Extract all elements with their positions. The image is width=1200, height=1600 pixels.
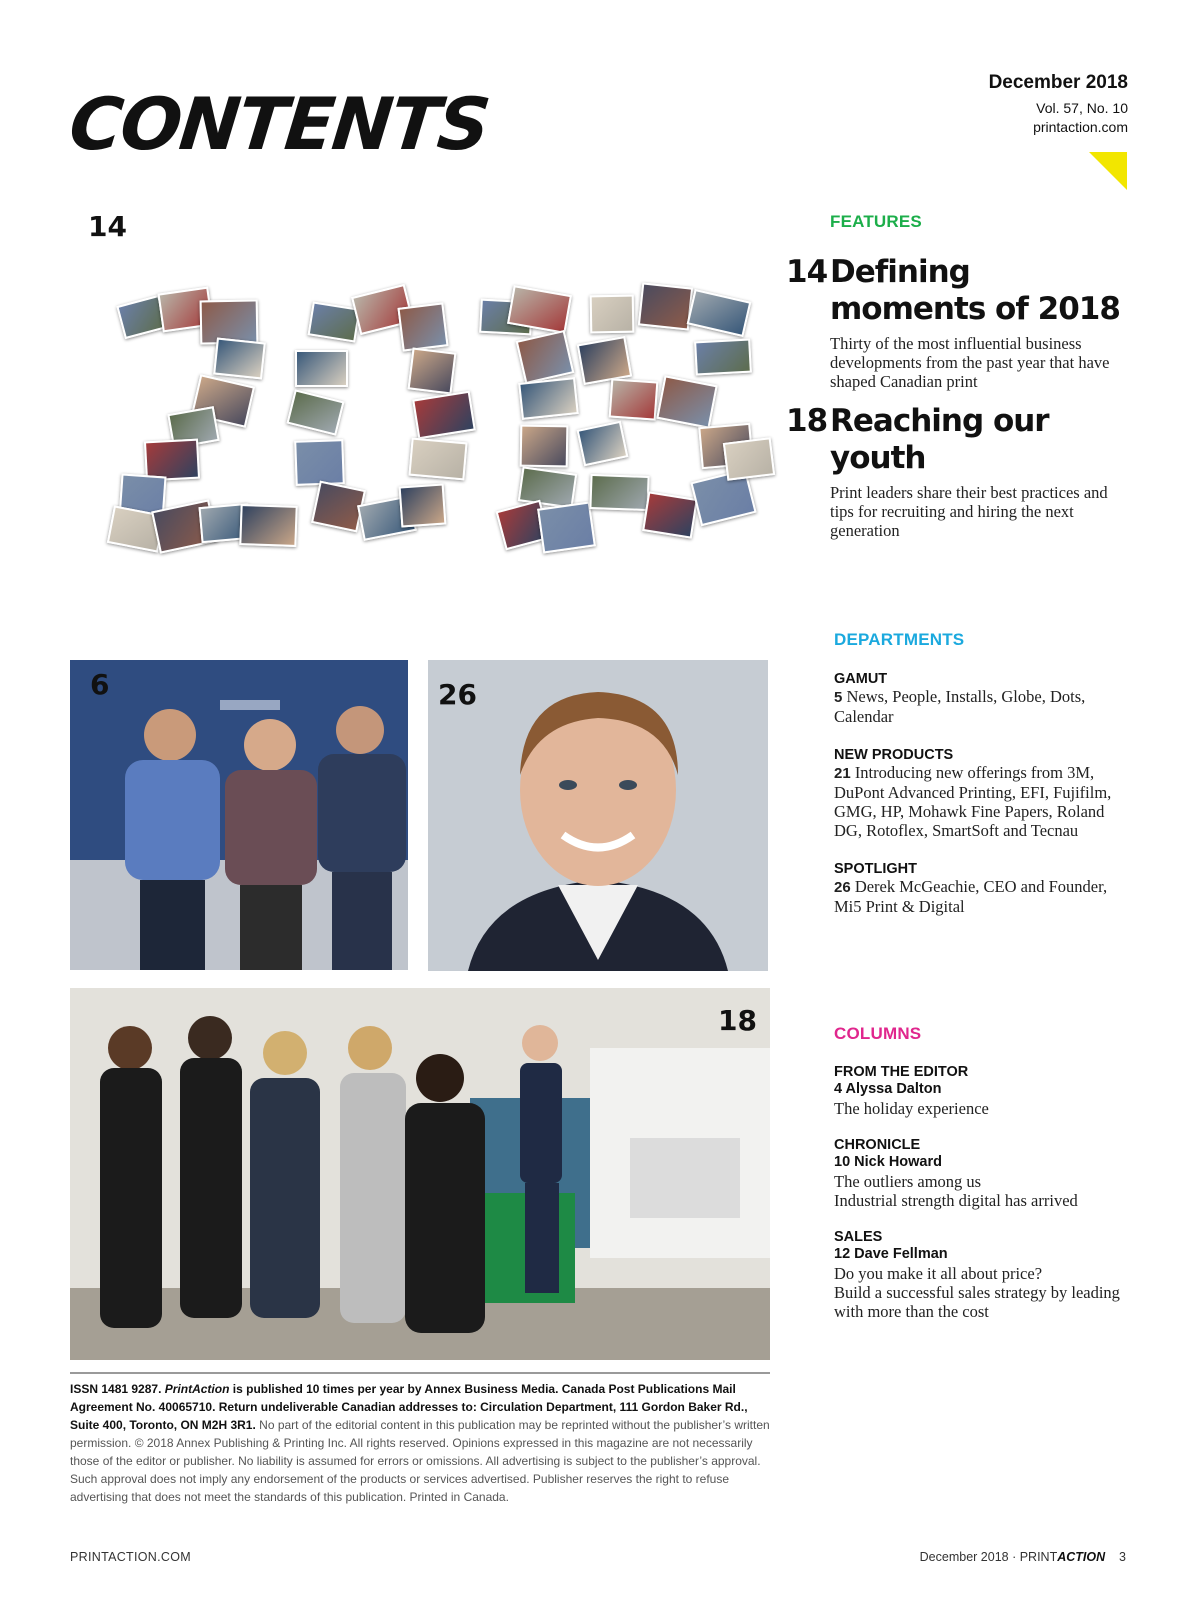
collage-photo: [609, 378, 659, 420]
collage-photo: [397, 302, 448, 351]
feature-title[interactable]: Reaching our youth: [830, 403, 1049, 476]
column-byline: 4 Alyssa Dalton: [834, 1081, 942, 1097]
collage-photo-fill: [725, 439, 773, 478]
collage-photo-fill: [415, 393, 474, 437]
publication-legal-notice: [70, 1380, 770, 1506]
feature-item[interactable]: [786, 403, 1131, 540]
column-item[interactable]: [834, 1137, 1131, 1210]
column-byline: 10 Nick Howard: [834, 1154, 942, 1170]
collage-photo: [520, 425, 569, 468]
collage-photo: [287, 389, 345, 435]
website-link[interactable]: printaction.com: [1033, 119, 1128, 135]
collage-photo: [518, 377, 579, 420]
column-label: FROM THE EDITOR: [834, 1064, 969, 1080]
collage-photo: [590, 295, 635, 334]
photo-three-men-press[interactable]: [70, 660, 408, 970]
collage-photo: [408, 438, 467, 481]
photo-students-print-shop[interactable]: [70, 988, 770, 1360]
columns-section: [834, 1024, 1131, 1321]
issn-number: ISSN 1481 9287.: [70, 1382, 162, 1396]
photo-bottom-page-number: 18: [718, 1004, 757, 1037]
department-description: News, People, Installs, Globe, Dots, Calendar: [834, 687, 1086, 726]
department-text: [834, 877, 1131, 916]
collage-photo-fill: [202, 302, 257, 343]
collage-photo: [537, 502, 596, 554]
footer-brand-bold: ACTION: [1057, 1550, 1106, 1564]
collage-photo: [687, 289, 752, 337]
collage-photo: [399, 483, 447, 527]
collage-photo-fill: [640, 285, 691, 329]
publication-name: PrintAction: [164, 1382, 230, 1396]
collage-photo: [516, 330, 575, 384]
collage-photo-fill: [410, 350, 454, 393]
photo-three-men-illustration: [70, 660, 408, 970]
column-line: Build a successful sales strategy by leading with more than the cost: [834, 1283, 1120, 1321]
feature-page-number: 18: [786, 403, 828, 439]
collage-photo-fill: [659, 378, 716, 427]
collage-photo: [656, 375, 717, 428]
collage-photo-fill: [520, 469, 575, 507]
department-label: NEW PRODUCTS: [834, 747, 954, 763]
collage-photo-fill: [522, 427, 567, 466]
collage-photo-fill: [401, 486, 444, 526]
issue-date: December 2018: [988, 72, 1128, 93]
department-page-number: 5: [834, 689, 843, 706]
collage-photo-fill: [592, 297, 633, 332]
collage-photo: [589, 474, 649, 511]
department-text: [834, 763, 1131, 840]
photo-left-page-number: 6: [90, 668, 110, 701]
column-item[interactable]: [834, 1064, 1131, 1118]
collage-photo-fill: [400, 305, 447, 350]
collage-photo: [295, 350, 348, 387]
feature-item[interactable]: [786, 254, 1131, 391]
footer-website[interactable]: PRINTACTION.COM: [70, 1550, 191, 1564]
feature-description: Print leaders share their best practices and tips for recruiting and hiring the next generation: [830, 483, 1108, 540]
department-description: Derek McGeachie, CEO and Founder, Mi5 Print & Digital: [834, 877, 1108, 916]
collage-photo-fill: [579, 338, 630, 382]
column-line: The holiday experience: [834, 1099, 989, 1118]
department-label: SPOTLIGHT: [834, 861, 917, 877]
collage-photo: [723, 437, 775, 481]
collage-photo: [577, 421, 629, 467]
column-label: CHRONICLE: [834, 1137, 921, 1153]
footer-page-number: 3: [1119, 1550, 1126, 1564]
photo-right-page-number: 26: [438, 678, 477, 711]
yellow-corner-triangle: [1089, 152, 1127, 190]
department-label: GAMUT: [834, 671, 888, 687]
departments-section: [834, 630, 1131, 916]
collage-photo: [308, 301, 361, 342]
collage-photo: [694, 339, 752, 376]
legal-regular-text: No part of the editorial content in this publication may be reprinted without the publisher’s written permission. © 2018 Annex Publishing & Printing Inc. All rights reserved. Opinions expressed in this magazine are not necessarily those of the editor or publisher. No liability is assumed for errors or omissions. All advertising is subject to the publisher’s approval. Such approval does not imply any endorsement of the products or services advertised. Publisher reserves the right to refuse advertising that does not meet the standards of this publication. Printed in Canada.: [70, 1418, 770, 1504]
column-line: The outliers among us: [834, 1172, 982, 1191]
collage-photo: [412, 391, 476, 440]
column-byline: 12 Dave Fellman: [834, 1246, 948, 1262]
column-line: Industrial strength digital has arrived: [834, 1191, 1078, 1210]
department-page-number: 21: [834, 765, 851, 782]
footer-divider: [70, 1372, 770, 1374]
legal-bold-text: is published 10 times per year by Annex Business Media. Canada Post Publications Mail Agreement No. 40065710. Return undeliverable Canadian addresses to: Circulation Department, 111 Gordon Baker Rd., Suite 400, Toronto, ON M2H 3R1.: [70, 1382, 748, 1432]
students-tour-illustration: [70, 988, 770, 1360]
departments-heading: DEPARTMENTS: [834, 630, 965, 649]
footer-brand-regular: PRINT: [1019, 1550, 1058, 1564]
collage-photo: [642, 491, 698, 538]
collage-photo-fill: [310, 304, 358, 341]
department-page-number: 26: [834, 879, 851, 896]
collage-photo-fill: [579, 423, 626, 464]
collage-photo-fill: [539, 504, 593, 551]
department-text: [834, 687, 1131, 726]
collage-photo: [200, 299, 259, 344]
photo-derek-mcgeachie-portrait[interactable]: [428, 660, 768, 971]
portrait-illustration: [428, 660, 768, 971]
issue-info: [989, 72, 1128, 137]
table-of-contents-column: [786, 212, 1131, 1321]
column-item[interactable]: [834, 1229, 1131, 1321]
issue-volume: Vol. 57, No. 10: [1036, 100, 1128, 116]
collage-photo: [408, 347, 457, 394]
feature-page-number: 14: [786, 254, 828, 290]
collage-photo-fill: [696, 341, 749, 374]
collage-photo: [638, 282, 693, 330]
feature-description: Thirty of the most influential business developments from the past year that have shaped Canadian print: [830, 334, 1110, 391]
collage-photo-fill: [520, 379, 576, 417]
collage-photo-fill: [518, 332, 572, 381]
collage-2018-image[interactable]: [100, 280, 760, 570]
department-item[interactable]: [834, 747, 1131, 840]
collage-page-number: 14: [88, 210, 127, 243]
columns-heading: COLUMNS: [834, 1024, 922, 1043]
collage-photo-fill: [611, 381, 656, 419]
collage-photo-fill: [689, 291, 749, 334]
department-description: Introducing new offerings from 3M, DuPont Advanced Printing, EFI, Fujifilm, GMG, HP, Mohawk Fine Papers, Roland DG, Rotoflex, SmartSoft and Tecnau: [834, 763, 1112, 840]
collage-photo: [577, 336, 632, 385]
collage-photo: [239, 504, 297, 547]
column-label: SALES: [834, 1229, 883, 1245]
collage-photo-fill: [296, 441, 342, 484]
collage-photo-fill: [241, 506, 295, 545]
department-item[interactable]: [834, 671, 1131, 726]
footer-date: December 2018 ·: [919, 1550, 1020, 1564]
collage-photo-fill: [411, 440, 466, 478]
collage-photo-fill: [297, 352, 346, 385]
collage-photo-fill: [313, 483, 363, 530]
collage-photo-fill: [146, 441, 198, 480]
department-item[interactable]: [834, 861, 1131, 916]
collage-photo: [213, 338, 266, 380]
collage-photo-fill: [644, 494, 695, 537]
collage-photo-fill: [509, 287, 569, 331]
collage-photo-fill: [591, 476, 647, 509]
footer-folio: [920, 1550, 1126, 1564]
page-title: CONTENTS: [65, 82, 493, 166]
column-line: Do you make it all about price?: [834, 1264, 1043, 1283]
collage-photo-fill: [215, 340, 263, 378]
feature-title[interactable]: Defining moments of 2018: [830, 254, 1120, 327]
collage-photo: [294, 439, 345, 486]
collage-photo-fill: [693, 471, 754, 524]
features-heading: FEATURES: [830, 212, 922, 231]
collage-photo-fill: [289, 392, 342, 433]
